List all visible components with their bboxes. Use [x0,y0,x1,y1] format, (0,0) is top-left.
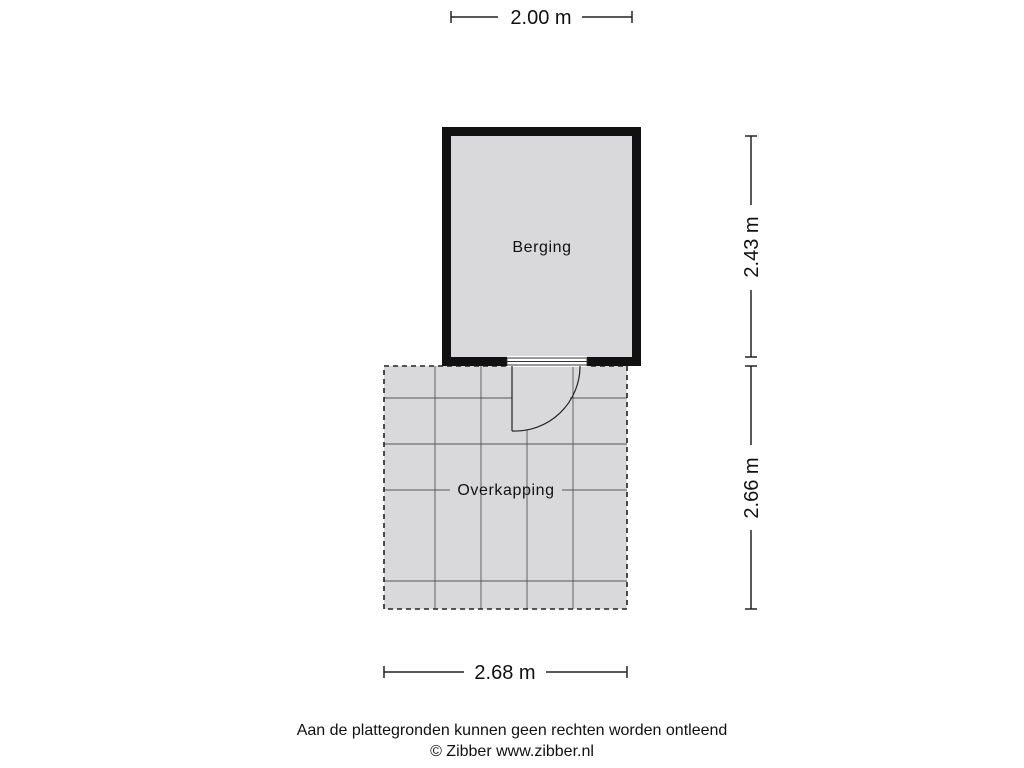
dimension-right-lower-label: 2.66 m [741,457,763,519]
dimension-top-label: 2.00 m [510,7,572,29]
dimension-bottom-label: 2.68 m [474,662,536,684]
footer-copyright: © Zibber www.zibber.nl [430,743,594,760]
room-label-storage: Berging [512,239,572,256]
dimension-right-upper-label: 2.43 m [741,216,763,278]
footer [0,720,1024,762]
footer-disclaimer: Aan de plattegronden kunnen geen rechten worden ontleend [296,722,728,739]
room-label-canopy: Overkapping [457,482,555,499]
